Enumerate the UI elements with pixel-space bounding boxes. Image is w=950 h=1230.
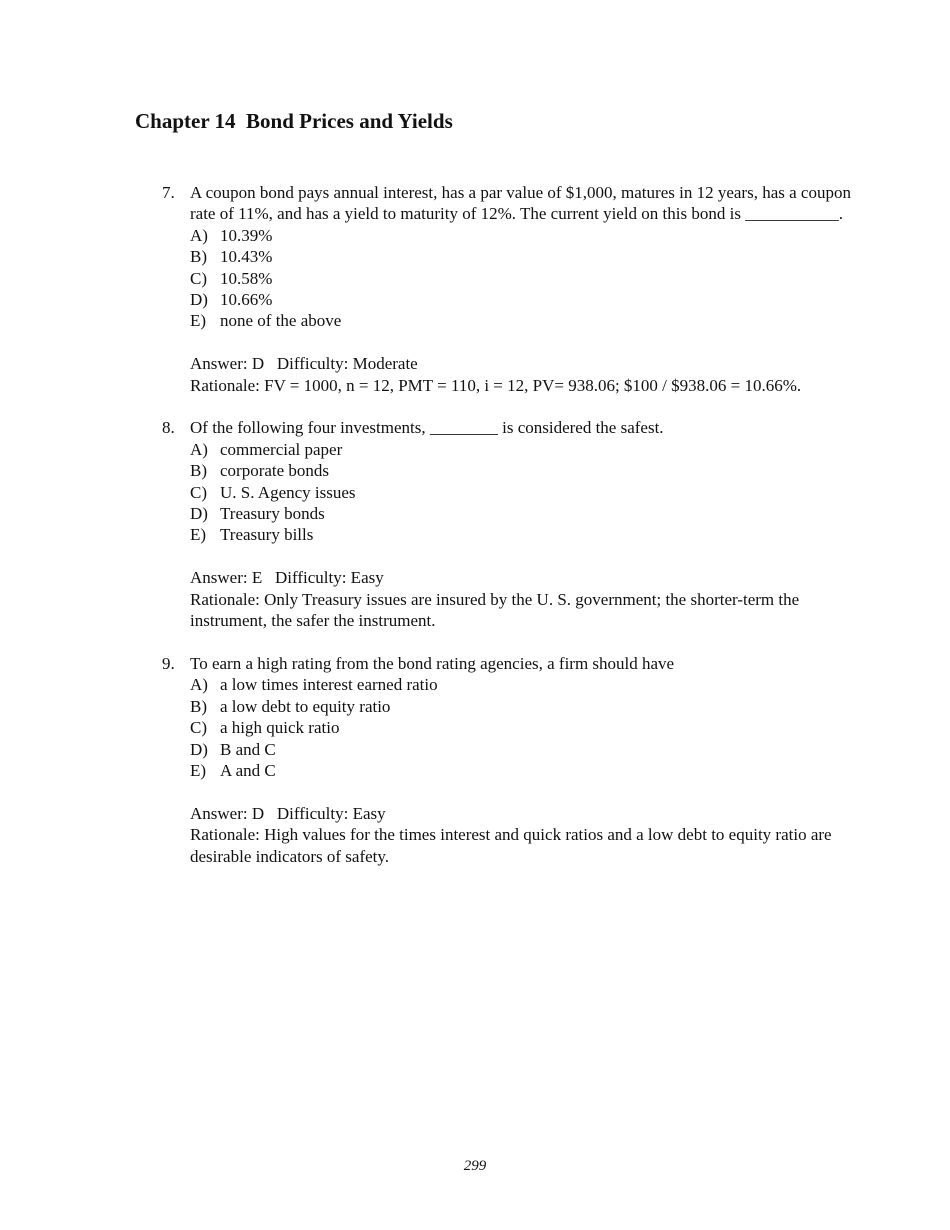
option-d bbox=[190, 503, 852, 524]
question-text: A coupon bond pays annual interest, has a par value of $1,000, matures in 12 years, has a coupon rate of 11%, and has a yield to maturity of 12%. The current yield on this bond is ___________. bbox=[190, 183, 851, 224]
option-e bbox=[190, 310, 852, 331]
option-text: a low debt to equity ratio bbox=[220, 696, 391, 716]
page-number: 299 bbox=[463, 1158, 487, 1174]
option-e bbox=[190, 760, 852, 781]
option-text: 10.66% bbox=[220, 290, 273, 310]
question-list bbox=[162, 182, 852, 867]
question-number: 8. bbox=[162, 418, 175, 438]
question-8 bbox=[162, 417, 852, 631]
option-text: 10.43% bbox=[220, 247, 273, 267]
option-text: U. S. Agency issues bbox=[220, 482, 356, 502]
question-text: Of the following four investments, ________ is considered the safest. bbox=[190, 418, 664, 438]
option-text: A and C bbox=[220, 760, 276, 780]
option-list bbox=[190, 225, 852, 332]
option-letter: C) bbox=[190, 482, 207, 502]
option-letter: E) bbox=[190, 760, 207, 780]
option-e bbox=[190, 524, 852, 545]
answer-line: Answer: D Difficulty: Easy bbox=[190, 803, 386, 823]
option-letter: A) bbox=[190, 439, 208, 459]
rationale: Rationale: FV = 1000, n = 12, PMT = 110, i = 12, PV= 938.06; $100 / $938.06 = 10.66%. bbox=[190, 375, 802, 395]
option-text: Treasury bills bbox=[220, 525, 314, 545]
answer-line: Answer: D Difficulty: Moderate bbox=[190, 354, 418, 374]
option-text: a high quick ratio bbox=[220, 718, 340, 738]
option-text: commercial paper bbox=[220, 439, 343, 459]
option-text: B and C bbox=[220, 739, 276, 759]
option-a bbox=[190, 225, 852, 246]
option-b bbox=[190, 460, 852, 481]
option-text: corporate bonds bbox=[220, 461, 330, 481]
option-letter: C) bbox=[190, 268, 207, 288]
answer-line: Answer: E Difficulty: Easy bbox=[190, 568, 384, 588]
option-d bbox=[190, 289, 852, 310]
question-9 bbox=[162, 653, 852, 867]
option-c bbox=[190, 268, 852, 289]
option-letter: B) bbox=[190, 696, 207, 716]
question-text: To earn a high rating from the bond rating agencies, a firm should have bbox=[190, 653, 675, 673]
option-letter: A) bbox=[190, 675, 208, 695]
chapter-title: Chapter 14 Bond Prices and Yields bbox=[135, 109, 453, 133]
option-letter: A) bbox=[190, 225, 208, 245]
answer-block bbox=[190, 803, 852, 867]
option-letter: D) bbox=[190, 504, 208, 524]
option-text: 10.58% bbox=[220, 268, 273, 288]
answer-block bbox=[190, 353, 852, 396]
option-text: none of the above bbox=[220, 311, 342, 331]
option-a bbox=[190, 674, 852, 695]
question-7 bbox=[162, 182, 852, 396]
option-letter: D) bbox=[190, 290, 208, 310]
option-list bbox=[190, 674, 852, 781]
option-b bbox=[190, 696, 852, 717]
option-c bbox=[190, 717, 852, 738]
option-letter: D) bbox=[190, 739, 208, 759]
question-number: 9. bbox=[162, 653, 175, 673]
rationale: Rationale: High values for the times interest and quick ratios and a low debt to equity ratio are desirable indicators of safety. bbox=[190, 825, 832, 866]
option-c bbox=[190, 482, 852, 503]
option-text: Treasury bonds bbox=[220, 504, 325, 524]
option-letter: B) bbox=[190, 247, 207, 267]
option-text: a low times interest earned ratio bbox=[220, 675, 438, 695]
option-d bbox=[190, 739, 852, 760]
rationale: Rationale: Only Treasury issues are insured by the U. S. government; the shorter-term the instrument, the safer the instrument. bbox=[190, 589, 800, 631]
option-b bbox=[190, 246, 852, 267]
option-text: 10.39% bbox=[220, 225, 273, 245]
option-list bbox=[190, 439, 852, 546]
question-spacer bbox=[162, 396, 852, 417]
option-letter: B) bbox=[190, 461, 207, 481]
option-a bbox=[190, 439, 852, 460]
option-letter: E) bbox=[190, 311, 207, 331]
answer-block bbox=[190, 567, 852, 631]
option-letter: C) bbox=[190, 718, 207, 738]
question-spacer bbox=[162, 631, 852, 652]
question-number: 7. bbox=[162, 183, 175, 202]
option-letter: E) bbox=[190, 525, 207, 545]
